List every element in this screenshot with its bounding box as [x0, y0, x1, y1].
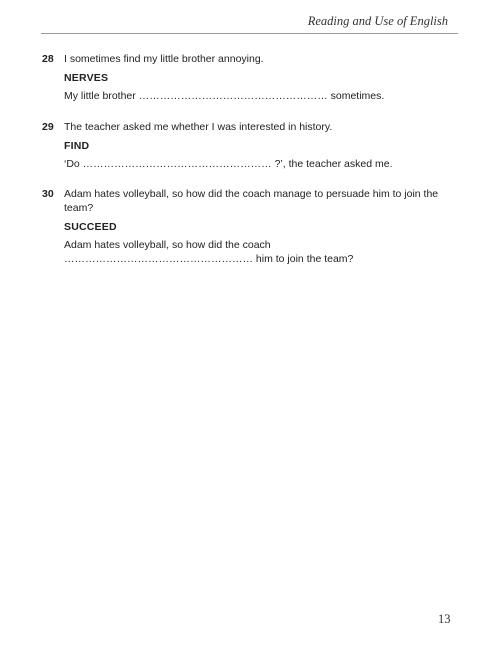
- question-keyword: FIND: [64, 139, 90, 152]
- question-sentence: The teacher asked me whether I was interested in history.: [64, 120, 333, 133]
- question-keyword: NERVES: [64, 72, 109, 84]
- page-number: 13: [438, 612, 451, 626]
- answer-line: Adam hates volleyball, so how did the coach ……………………………………………… him to join the team?: [64, 239, 354, 265]
- question-list: [42, 52, 462, 282]
- question-sentence: Adam hates volleyball, so how did the coach manage to persuade him to join the team?: [64, 188, 439, 214]
- question-number: 30: [42, 188, 54, 200]
- answer-line: ‘Do ……………………………………………… ?’, the teacher asked me.: [64, 157, 393, 170]
- question-keyword: SUCCEED: [64, 221, 117, 233]
- header-divider: [41, 33, 458, 34]
- question-28: [42, 52, 462, 104]
- section-title: Reading and Use of English: [307, 14, 448, 28]
- question-30: [42, 187, 462, 266]
- question-number: 28: [42, 53, 54, 65]
- question-number: 29: [42, 120, 54, 133]
- answer-line: My little brother ……………………………………………… sometimes.: [64, 90, 385, 102]
- question-29: [42, 120, 462, 172]
- question-sentence: I sometimes find my little brother annoying.: [64, 53, 264, 65]
